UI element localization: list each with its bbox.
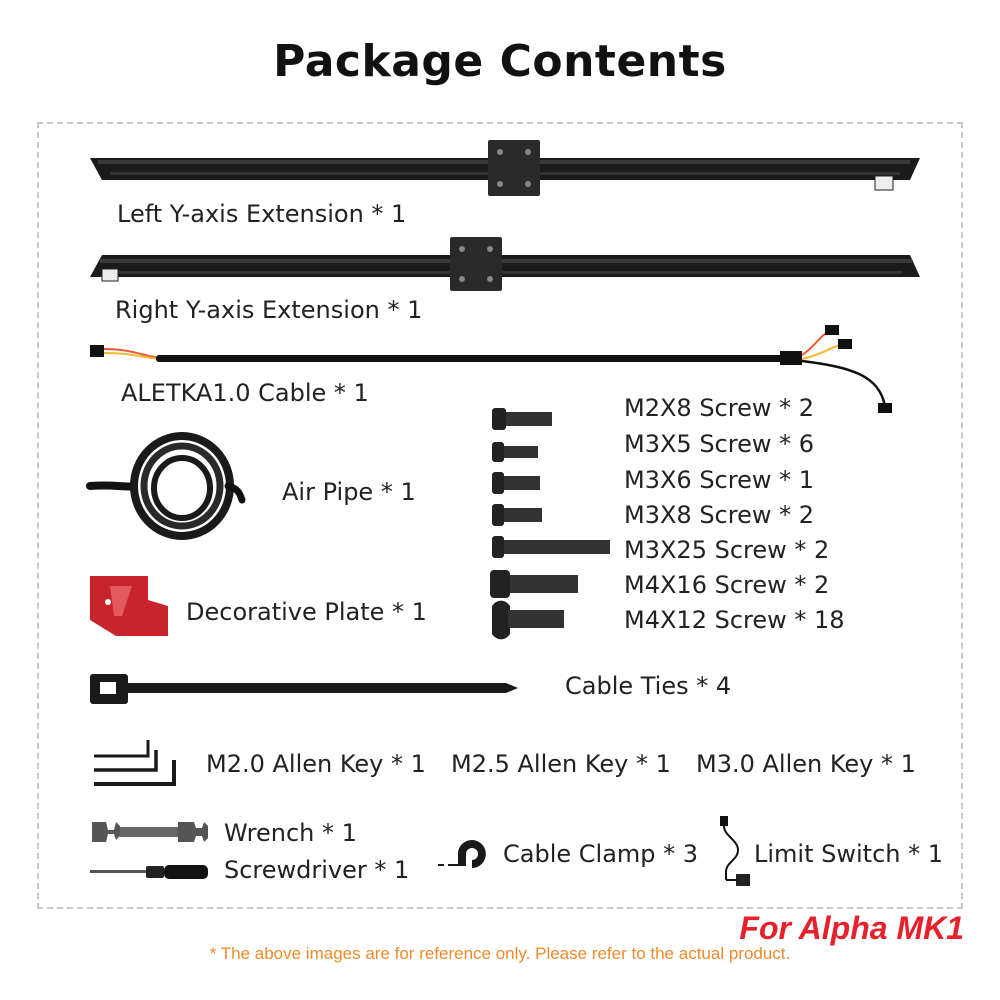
- decorative-plate-label: Decorative Plate * 1: [186, 598, 427, 626]
- page-title: Package Contents: [273, 36, 727, 87]
- air-pipe-label: Air Pipe * 1: [282, 478, 416, 506]
- aletka-cable-label: ALETKA1.0 Cable * 1: [121, 379, 369, 407]
- left-y-extension-image: [90, 140, 920, 202]
- air-pipe-image: [90, 428, 250, 543]
- cable-tie-image: [90, 672, 520, 706]
- allen-key-m25-label: M2.5 Allen Key * 1: [451, 750, 671, 778]
- limit-switch-image: [716, 816, 756, 890]
- wrench-label: Wrench * 1: [224, 819, 357, 847]
- limit-switch-label: Limit Switch * 1: [754, 840, 943, 868]
- screw-label: M3X25 Screw * 2: [624, 536, 830, 564]
- right-y-extension-label: Right Y-axis Extension * 1: [115, 296, 423, 324]
- left-y-extension-label: Left Y-axis Extension * 1: [117, 200, 407, 228]
- screw-label: M3X8 Screw * 2: [624, 501, 815, 529]
- screw-label: M3X5 Screw * 6: [624, 430, 815, 458]
- cable-ties-label: Cable Ties * 4: [565, 672, 732, 700]
- allen-keys-image: [90, 738, 180, 790]
- screw-label: M4X16 Screw * 2: [624, 571, 830, 599]
- allen-key-m20-label: M2.0 Allen Key * 1: [206, 750, 426, 778]
- decorative-plate-image: [88, 572, 170, 642]
- allen-key-m30-label: M3.0 Allen Key * 1: [696, 750, 916, 778]
- right-y-extension-image: [90, 235, 920, 297]
- model-tag: For Alpha MK1: [739, 910, 964, 946]
- screwdriver-image: [90, 862, 210, 882]
- screw-label: M2X8 Screw * 2: [624, 394, 815, 422]
- screws-image: [488, 400, 618, 640]
- wrench-image: [90, 816, 210, 848]
- screw-label: M3X6 Screw * 1: [624, 466, 815, 494]
- cable-clamp-label: Cable Clamp * 3: [503, 840, 699, 868]
- footnote: * The above images are for reference only. Please refer to the actual product.: [209, 944, 791, 963]
- screw-label: M4X12 Screw * 18: [624, 606, 845, 634]
- cable-clamp-image: [436, 836, 494, 870]
- screwdriver-label: Screwdriver * 1: [224, 856, 410, 884]
